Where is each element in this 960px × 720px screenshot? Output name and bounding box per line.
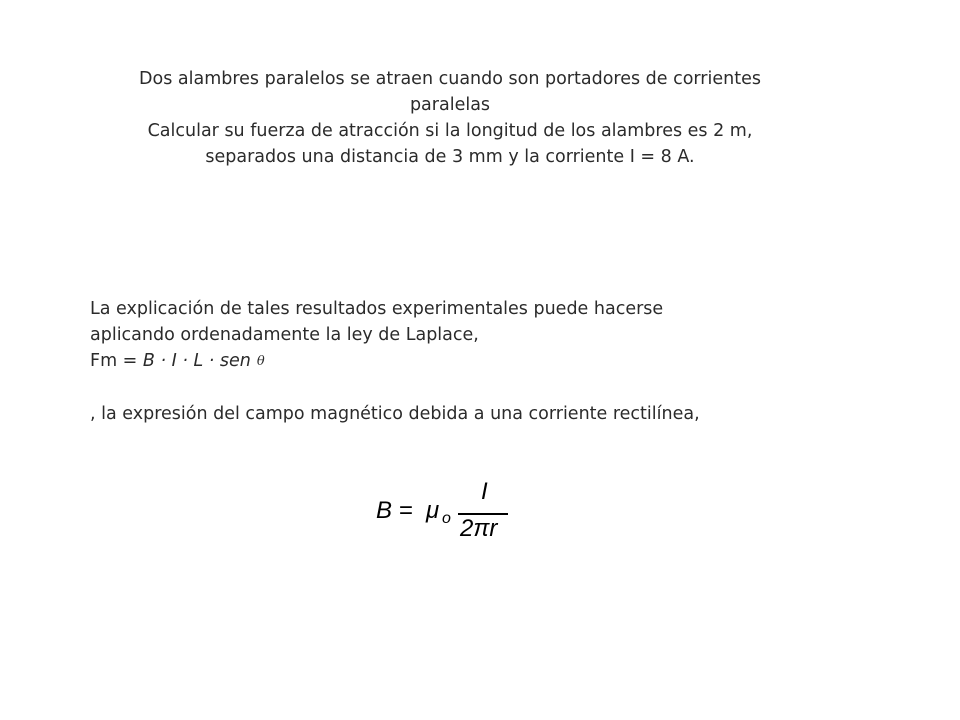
problem-line-1: Dos alambres paralelos se atraen cuando son portadores de corrientes: [139, 69, 761, 89]
laplace-formula-prefix: Fm =: [90, 351, 143, 371]
explanation-line-2: aplicando ordenadamente la ley de Laplace,: [90, 325, 479, 345]
equation-mu-subscript: o: [442, 510, 451, 527]
theta-symbol: θ: [256, 354, 265, 369]
magnetic-field-equation: [374, 478, 534, 548]
equation-mu: μ: [426, 497, 440, 524]
equation-lhs: B =: [376, 497, 413, 524]
explanation-line-4: , la expresión del campo magnético debida a una corriente rectilínea,: [90, 404, 700, 424]
explanation-line-1: La explicación de tales resultados experimentales puede hacerse: [90, 299, 664, 319]
problem-statement: [90, 66, 810, 170]
equation-numerator: I: [481, 478, 488, 505]
problem-line-3: Calcular su fuerza de atracción si la longitud de los alambres es 2 m,: [147, 121, 753, 141]
problem-line-4: separados una distancia de 3 mm y la corriente I = 8 A.: [205, 147, 695, 167]
problem-line-2: paralelas: [409, 95, 491, 115]
laplace-formula: [90, 348, 810, 375]
laplace-formula-body: B · I · L · sen: [142, 351, 251, 371]
blank-line: [90, 375, 810, 401]
explanation-text: [90, 296, 810, 427]
equation-denominator: 2πr: [460, 515, 498, 542]
